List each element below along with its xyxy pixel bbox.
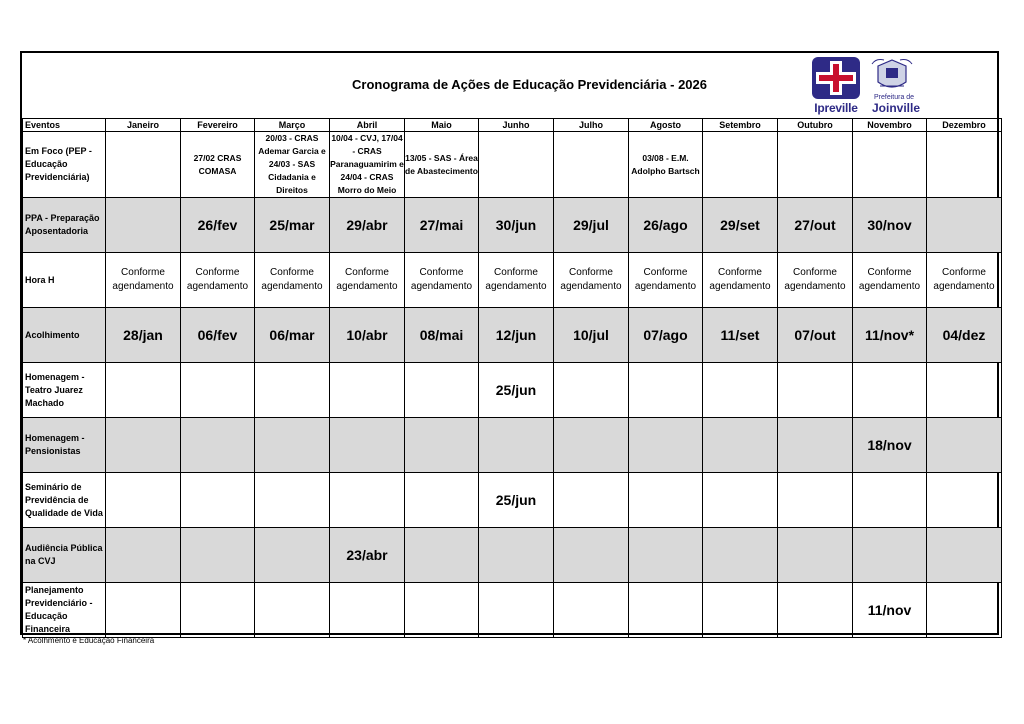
schedule-cell [479,132,554,198]
schedule-cell [255,528,330,583]
schedule-cell-text: 29/jul [573,217,609,233]
schedule-cell [479,418,554,473]
schedule-cell-text: Conforme agendamento [336,267,398,292]
schedule-cell-text: Conforme agendamento [858,267,921,292]
schedule-cell-text: 28/jan [123,327,163,343]
schedule-cell-text: Conforme agendamento [485,267,547,292]
schedule-cell-text: Conforme agendamento [261,267,323,292]
event-name: Homenagem - Pensionistas [23,418,106,473]
schedule-cell [255,363,330,418]
schedule-cell [405,253,479,308]
schedule-cell [405,473,479,528]
schedule-cell-text: 03/08 - E.M. Adolpho Bartsch [631,152,700,176]
header-month: Setembro [703,119,778,132]
schedule-cell [927,363,1002,418]
schedule-cell [703,473,778,528]
ipreville-cross-icon [808,55,864,101]
table-row [23,528,1002,583]
footnote: * Acolhmento e Educação Financeira [23,636,155,645]
schedule-cell-text: 11/nov [867,602,912,618]
schedule-cell [853,473,927,528]
schedule-sheet [20,51,999,635]
schedule-cell [405,418,479,473]
schedule-cell-text: 29/set [720,217,760,233]
schedule-cell [778,363,853,418]
schedule-cell [181,528,255,583]
schedule-cell [927,473,1002,528]
ipreville-logo [808,55,864,115]
schedule-cell-text: 08/mai [419,327,464,343]
schedule-cell-text: Conforme agendamento [933,267,995,292]
header-row [23,119,1002,132]
schedule-cell [554,473,629,528]
schedule-cell [255,473,330,528]
schedule-cell [853,363,927,418]
schedule-cell [330,198,405,253]
schedule-cell [405,528,479,583]
header-month: Julho [554,119,629,132]
schedule-table [22,118,1002,638]
header-month: Janeiro [106,119,181,132]
table-row [23,198,1002,253]
schedule-cell [479,363,554,418]
schedule-cell [405,132,479,198]
event-name: Hora H [23,253,106,308]
header-month: Março [255,119,330,132]
schedule-cell [479,198,554,253]
schedule-cell [629,473,703,528]
schedule-cell-text: 06/mar [269,327,315,343]
schedule-cell [927,132,1002,198]
schedule-cell [927,308,1002,363]
event-name: Acolhimento [23,308,106,363]
schedule-cell-text: Conforme agendamento [634,267,697,292]
schedule-cell [853,198,927,253]
schedule-cell-text: 26/ago [643,217,688,233]
schedule-cell-text: 27/02 CRAS COMASA [193,152,242,176]
schedule-cell [554,198,629,253]
table-row [23,132,1002,198]
schedule-cell-text: 11/set [720,327,760,343]
schedule-cell [181,583,255,638]
schedule-cell [330,583,405,638]
header-month: Abril [330,119,405,132]
schedule-cell [554,583,629,638]
event-name: Homenagem - Teatro Juarez Machado [23,363,106,418]
schedule-cell [778,583,853,638]
schedule-cell-text: Conforme agendamento [112,267,174,292]
schedule-cell-text: 25/jun [495,382,537,398]
schedule-cell [778,253,853,308]
schedule-cell [927,418,1002,473]
schedule-cell [703,253,778,308]
schedule-cell [106,198,181,253]
schedule-cell [853,132,927,198]
event-name: Seminário de Previdência de Qualidade de Vida [23,473,106,528]
schedule-cell [853,418,927,473]
schedule-cell [853,528,927,583]
schedule-cell-text: 27/out [794,217,836,233]
table-row [23,583,1002,638]
schedule-cell-text: 30/nov [867,217,912,233]
header-month: Fevereiro [181,119,255,132]
schedule-cell [479,473,554,528]
schedule-cell [703,528,778,583]
event-name: Em Foco (PEP - Educação Previdenciária) [23,132,106,198]
schedule-cell-text: 10/jul [573,327,609,343]
schedule-cell [703,308,778,363]
schedule-cell-text: 27/mai [419,217,464,233]
table-row [23,363,1002,418]
header-month: Novembro [853,119,927,132]
table-row [23,308,1002,363]
schedule-cell-text: 06/fev [197,327,238,343]
schedule-cell [255,583,330,638]
prefeitura-logo-line2: Joinville [872,101,921,115]
schedule-cell [181,308,255,363]
schedule-cell [629,418,703,473]
schedule-cell [330,132,405,198]
schedule-cell [330,308,405,363]
schedule-cell-text: 23/abr [346,547,388,563]
schedule-cell [405,583,479,638]
schedule-cell [106,253,181,308]
schedule-cell [703,583,778,638]
prefeitura-logo [866,56,921,116]
schedule-cell [479,253,554,308]
schedule-cell [778,418,853,473]
event-name: Audiência Pública na CVJ [23,528,106,583]
schedule-cell [106,473,181,528]
schedule-cell [330,253,405,308]
schedule-cell-text: Conforme agendamento [560,267,622,292]
schedule-cell-text: 12/jun [495,327,537,343]
schedule-cell-text: 25/jun [495,492,537,508]
header-month: Junho [479,119,554,132]
schedule-cell [181,363,255,418]
table-row [23,418,1002,473]
schedule-cell [927,253,1002,308]
schedule-cell-text: 18/nov [867,437,912,453]
schedule-cell-text: 07/out [794,327,836,343]
schedule-cell-text: 20/03 - CRAS Ademar Garcia e 24/03 - SAS Cidadania e Direitos [258,133,326,195]
schedule-cell-text: 13/05 - SAS - Área de Abastecimento [405,152,478,176]
schedule-cell [106,132,181,198]
schedule-cell [554,132,629,198]
schedule-cell [778,198,853,253]
schedule-cell [927,198,1002,253]
schedule-cell [778,308,853,363]
schedule-cell-text: Conforme agendamento [709,267,771,292]
schedule-cell-text: 10/abr [346,327,388,343]
schedule-cell [629,253,703,308]
schedule-cell [181,132,255,198]
table-row [23,473,1002,528]
schedule-cell [778,473,853,528]
schedule-cell [853,583,927,638]
schedule-cell-text: 07/ago [643,327,688,343]
title-band [22,53,997,119]
schedule-cell [778,132,853,198]
schedule-cell [405,198,479,253]
schedule-body [23,132,1002,638]
schedule-cell [629,198,703,253]
city-crest-icon [866,56,918,94]
schedule-cell [554,363,629,418]
schedule-cell [629,308,703,363]
schedule-cell [181,253,255,308]
schedule-cell-text: 10/04 - CVJ, 17/04 - CRAS Paranaguamirim e 24/04 - CRAS Morro do Meio [330,133,404,195]
schedule-cell-text: 25/mar [269,217,315,233]
schedule-cell [554,253,629,308]
page-title: Cronograma de Ações de Educação Previdenciária - 2026 [352,77,707,92]
header-month: Dezembro [927,119,1002,132]
schedule-cell-text: 30/jun [495,217,537,233]
schedule-cell [703,198,778,253]
schedule-cell [703,363,778,418]
schedule-cell [554,308,629,363]
schedule-cell [106,308,181,363]
schedule-cell [778,528,853,583]
schedule-cell [255,308,330,363]
schedule-cell [853,253,927,308]
schedule-cell [106,418,181,473]
schedule-cell [181,418,255,473]
schedule-cell [106,528,181,583]
schedule-cell [330,528,405,583]
schedule-cell [405,363,479,418]
prefeitura-logo-line1: Prefeitura de [874,94,915,101]
schedule-cell [181,473,255,528]
schedule-cell [629,583,703,638]
schedule-cell-text: Conforme agendamento [410,267,473,292]
schedule-cell [853,308,927,363]
schedule-cell-text: 11/nov* [864,327,915,343]
schedule-cell [703,418,778,473]
schedule-cell [479,528,554,583]
schedule-cell [405,308,479,363]
schedule-cell [255,132,330,198]
schedule-cell [255,418,330,473]
schedule-cell-text: Conforme agendamento [186,267,249,292]
schedule-cell [255,198,330,253]
schedule-cell-text: 29/abr [346,217,388,233]
schedule-cell [629,528,703,583]
schedule-cell [554,528,629,583]
ipreville-logo-text: Ipreville [814,101,858,115]
schedule-cell [106,583,181,638]
schedule-cell [330,473,405,528]
header-month: Agosto [629,119,703,132]
table-row [23,253,1002,308]
schedule-cell [330,363,405,418]
event-name: Planejamento Previdenciário - Educação Financeira [23,583,106,638]
schedule-cell [703,132,778,198]
header-month: Outubro [778,119,853,132]
schedule-cell [554,418,629,473]
schedule-cell-text: 26/fev [197,217,238,233]
schedule-cell [927,528,1002,583]
schedule-cell [106,363,181,418]
schedule-cell [330,418,405,473]
schedule-cell [479,583,554,638]
schedule-cell [181,198,255,253]
schedule-cell-text: 04/dez [942,327,986,343]
schedule-cell [629,363,703,418]
header-events: Eventos [23,119,106,132]
schedule-cell [255,253,330,308]
schedule-cell [479,308,554,363]
schedule-cell-text: Conforme agendamento [784,267,846,292]
schedule-cell [629,132,703,198]
schedule-cell [927,583,1002,638]
event-name: PPA - Preparação Aposentadoria [23,198,106,253]
header-month: Maio [405,119,479,132]
